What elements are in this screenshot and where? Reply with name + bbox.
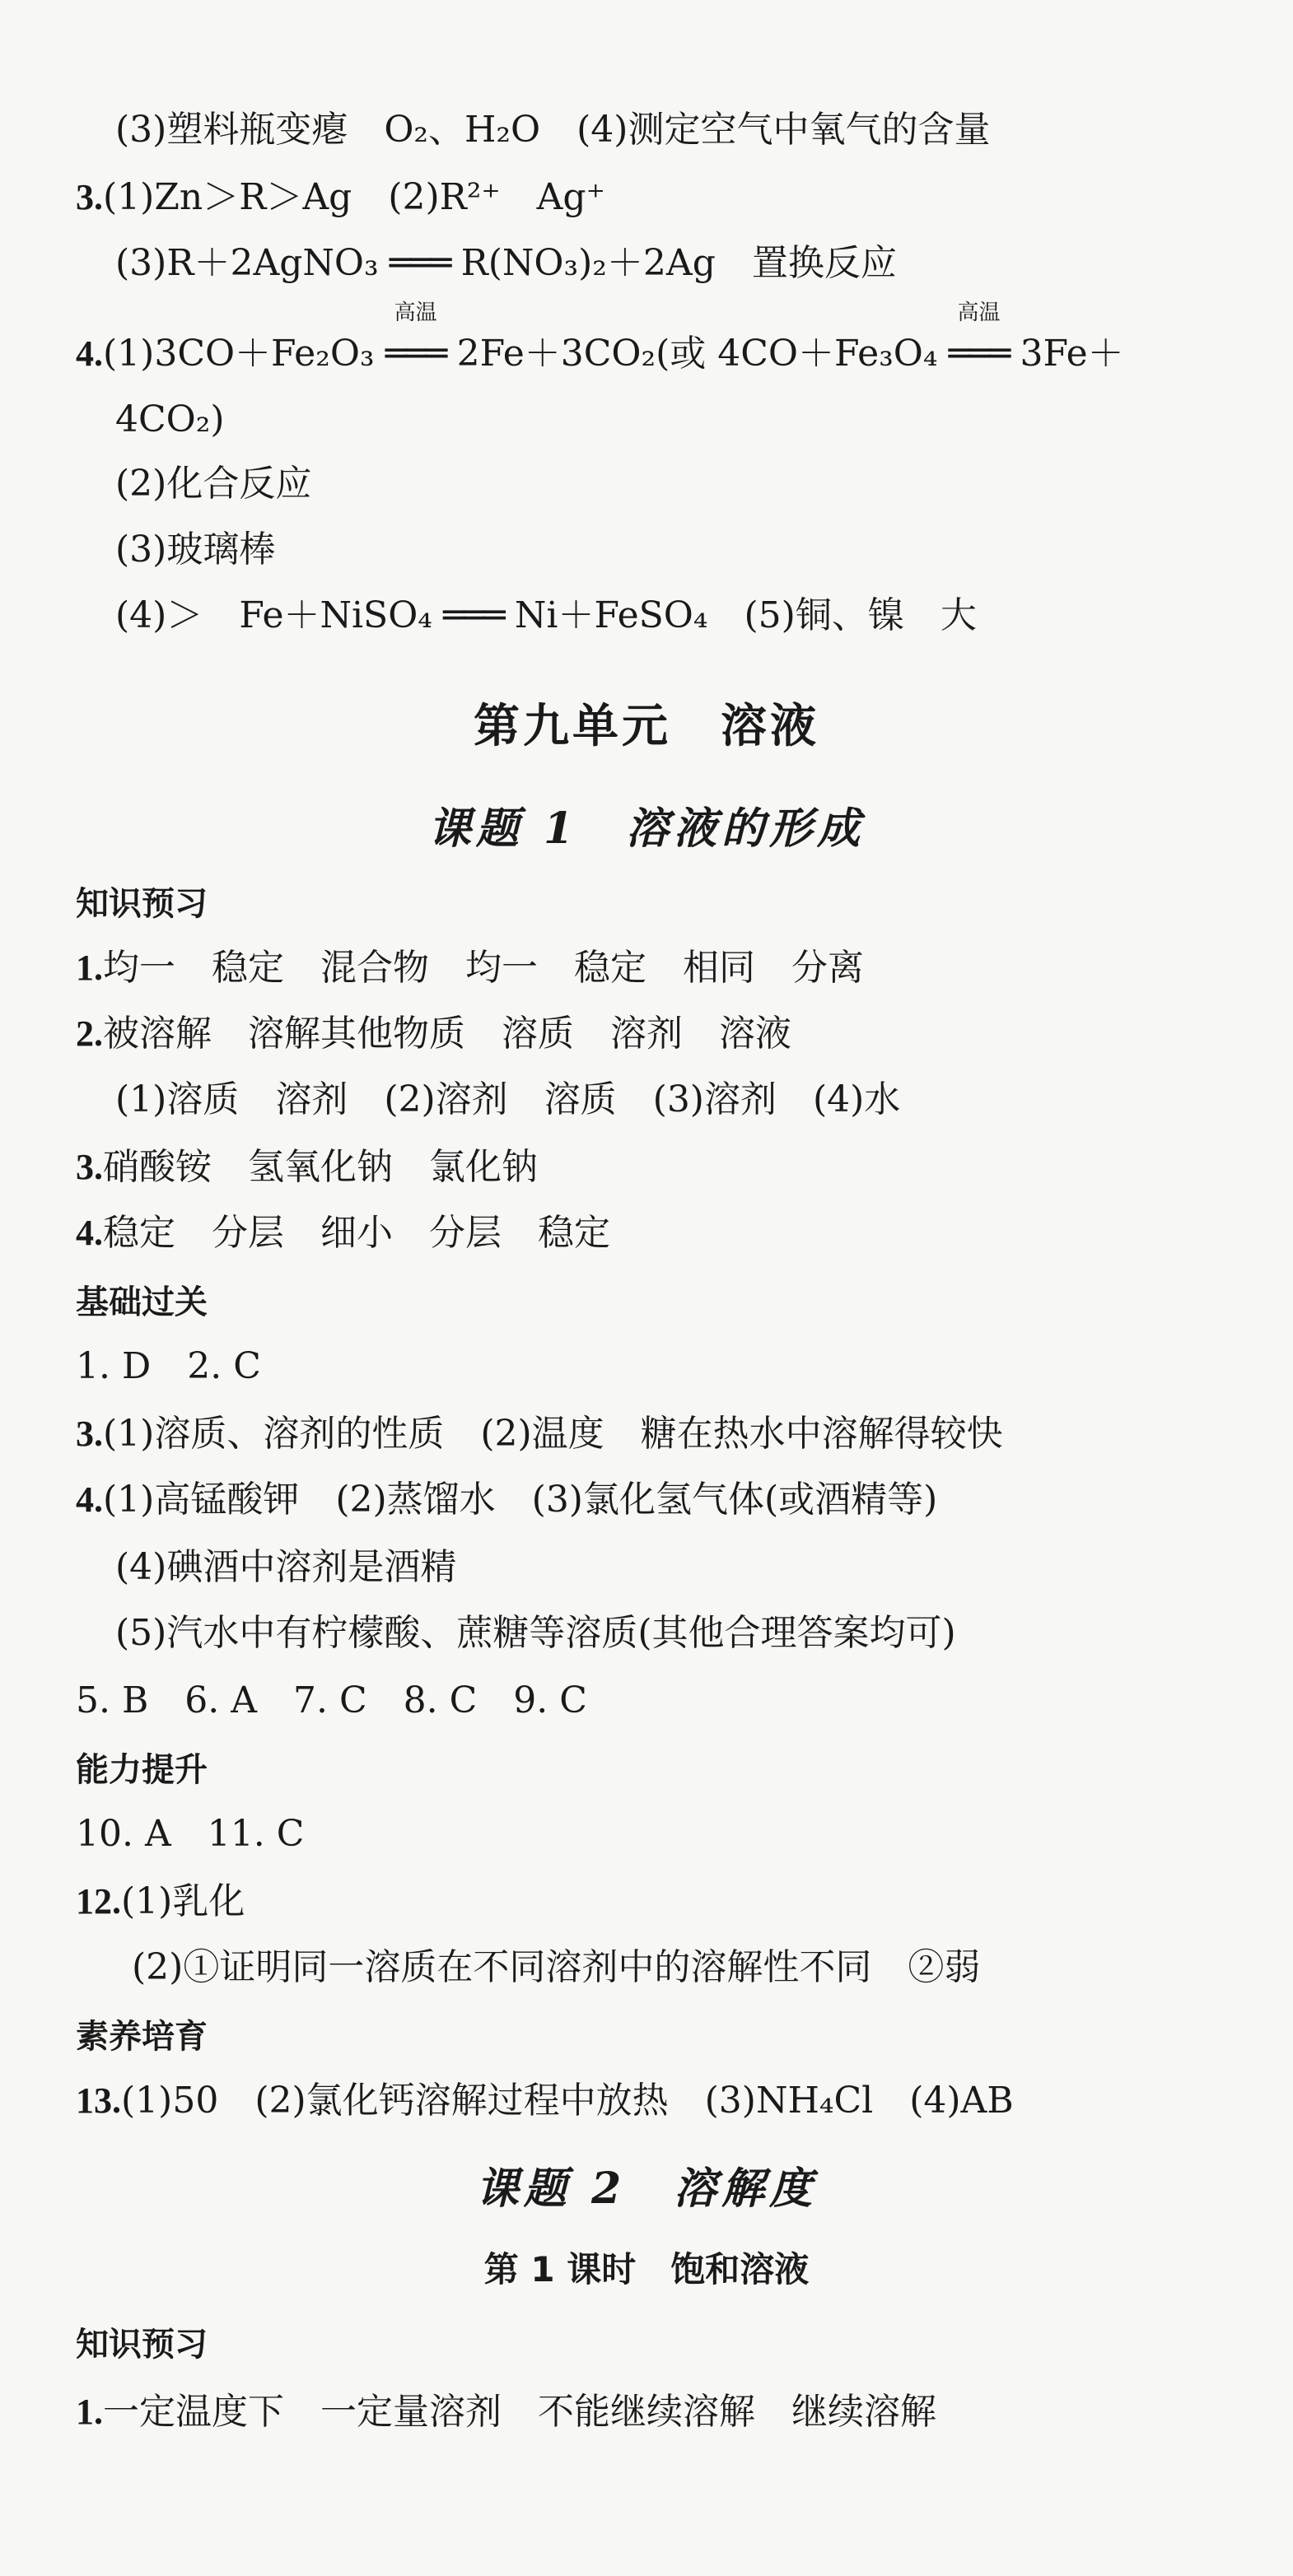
answer-text: 均一 稳定 混合物 均一 稳定 相同 分离 bbox=[103, 947, 864, 989]
question-number: 3. bbox=[76, 177, 103, 217]
answer-line: 1. D 2. C bbox=[76, 1345, 261, 1387]
answer-text: 稳定 分层 细小 分层 稳定 bbox=[103, 1212, 610, 1254]
question-number: 2. bbox=[76, 1013, 103, 1054]
answer-line bbox=[76, 1009, 791, 1059]
answer-line: (2)①证明同一溶质在不同溶剂中的溶解性不同 ②弱 bbox=[132, 1946, 981, 1988]
unit-title: 第九单元 溶液 bbox=[474, 700, 819, 753]
equation-right: R(NO₃)₂＋2Ag 置换反应 bbox=[460, 242, 897, 284]
answer-line: (3)塑料瓶变瘪 O₂、H₂O (4)测定空气中氧气的含量 bbox=[115, 109, 991, 151]
answer-line bbox=[76, 173, 605, 222]
answer-text: (1)Zn＞R＞Ag (2)R²⁺ Ag⁺ bbox=[103, 176, 605, 218]
section-heading: 基础过关 bbox=[76, 1283, 208, 1321]
section-heading: 素养培育 bbox=[76, 2018, 208, 2056]
question-number: 4. bbox=[76, 1213, 103, 1253]
answer-text: (1)50 (2)氯化钙溶解过程中放热 (3)NH₄Cl (4)AB bbox=[121, 2080, 1014, 2122]
answer-line bbox=[76, 1877, 245, 1926]
answer-text: 一定温度下 一定量溶剂 不能继续溶解 继续溶解 bbox=[103, 2391, 936, 2433]
answer-line bbox=[115, 591, 977, 641]
answer-line bbox=[76, 943, 864, 993]
section-heading: 能力提升 bbox=[76, 1751, 208, 1789]
question-number: 4. bbox=[76, 333, 103, 374]
answer-text: (1)溶质、溶剂的性质 (2)温度 糖在热水中溶解得较快 bbox=[103, 1413, 1003, 1455]
equation-right: 3Fe＋ bbox=[1020, 333, 1124, 375]
question-number: 1. bbox=[76, 2392, 103, 2432]
answer-line: (3)玻璃棒 bbox=[115, 529, 276, 571]
answer-line bbox=[76, 1409, 1003, 1459]
answer-text: 硝酸铵 氢氧化钠 氯化钠 bbox=[103, 1146, 538, 1188]
answer-text: (1)高锰酸钾 (2)蒸馏水 (3)氯化氢气体(或酒精等) bbox=[103, 1479, 938, 1521]
answer-line bbox=[76, 2387, 936, 2437]
equation-equals: ═══ bbox=[389, 242, 450, 284]
equation-left: (1)3CO＋Fe₂O₃ bbox=[103, 333, 375, 375]
answer-line: (1)溶质 溶剂 (2)溶剂 溶质 (3)溶剂 (4)水 bbox=[115, 1078, 901, 1120]
answer-line: 5. B 6. A 7. C 8. C 9. C bbox=[76, 1679, 587, 1721]
answer-line bbox=[76, 2076, 1014, 2126]
equation-left: (3)R＋2AgNO₃ bbox=[115, 242, 379, 284]
topic-title: 课题 2 溶解度 bbox=[475, 2164, 818, 2214]
answer-line bbox=[76, 1143, 538, 1192]
question-number: 3. bbox=[76, 1147, 103, 1187]
question-number: 4. bbox=[76, 1479, 103, 1520]
reaction-condition: 高温 ═══ bbox=[385, 300, 446, 375]
question-number: 12. bbox=[76, 1881, 121, 1922]
reaction-condition: 高温 ═══ bbox=[948, 300, 1010, 375]
answer-line bbox=[76, 1209, 610, 1258]
equation-equals: ═══ bbox=[443, 594, 504, 636]
topic-title: 课题 1 溶液的形成 bbox=[427, 804, 866, 854]
answer-line: 4CO₂) bbox=[115, 398, 225, 440]
answer-line bbox=[115, 239, 897, 288]
answer-line bbox=[76, 300, 1124, 379]
answer-line: (2)化合反应 bbox=[115, 463, 312, 505]
answer-line bbox=[76, 1475, 937, 1525]
question-number: 13. bbox=[76, 2080, 121, 2121]
answer-line: (4)碘酒中溶剂是酒精 bbox=[115, 1546, 457, 1588]
section-heading: 知识预习 bbox=[76, 2326, 208, 2364]
answer-line: (5)汽水中有柠檬酸、蔗糖等溶质(其他合理答案均可) bbox=[115, 1612, 956, 1654]
equation-right: Ni＋FeSO₄ (5)铜、镍 大 bbox=[514, 594, 977, 636]
answer-line: 10. A 11. C bbox=[76, 1813, 305, 1855]
lesson-title: 第 1 课时 饱和溶液 bbox=[483, 2249, 810, 2290]
question-number: 1. bbox=[76, 948, 103, 988]
question-number: 3. bbox=[76, 1414, 103, 1454]
section-heading: 知识预习 bbox=[76, 885, 208, 923]
answer-text: 被溶解 溶解其他物质 溶质 溶剂 溶液 bbox=[103, 1013, 791, 1055]
equation-left: (4)＞ Fe＋NiSO₄ bbox=[115, 594, 432, 636]
equation-right: 2Fe＋3CO₂(或 4CO＋Fe₃O₄ bbox=[456, 333, 938, 375]
answer-text: (1)乳化 bbox=[121, 1880, 245, 1922]
